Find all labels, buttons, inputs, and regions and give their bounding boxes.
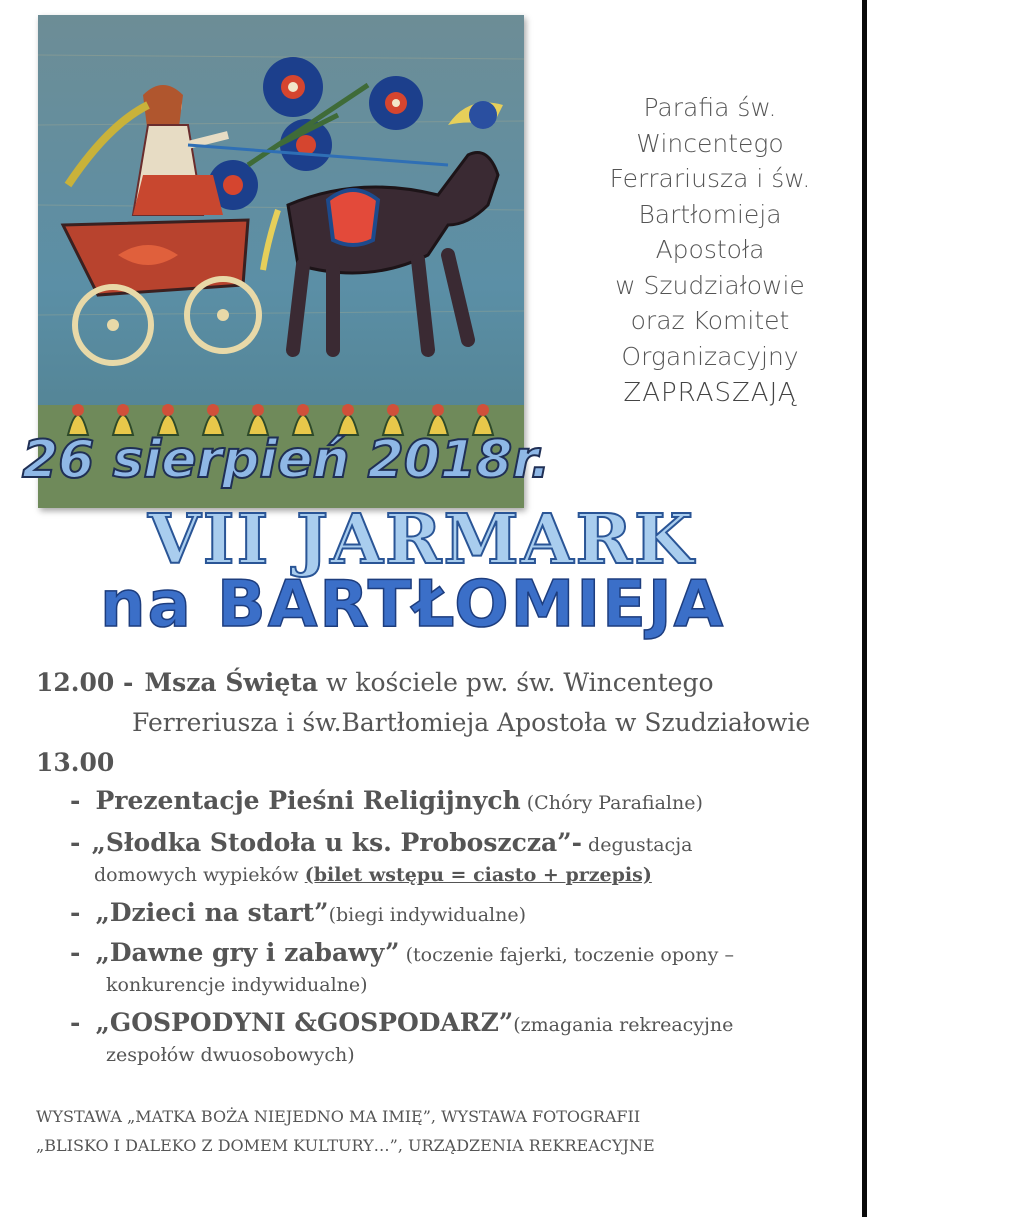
program-item-kids (70, 898, 526, 927)
program-item-desc: (zmagania rekreacyjne (513, 1014, 734, 1036)
invite-text: ZAPRASZAJĄ (623, 378, 797, 408)
program-item-hosts-line2: zespołów dwuosobowych) (106, 1044, 355, 1066)
program-item-songs (70, 786, 703, 815)
event-title-line2: na BARTŁOMIEJA (100, 568, 726, 642)
organizer-line: Wincentego (636, 128, 784, 158)
program-item-title: „Słodka Stodoła u ks. Proboszcza”- (91, 828, 582, 857)
program-item-barn (70, 828, 692, 857)
program-item-title: Msza Święta (144, 668, 319, 697)
program-item-desc: w kościele pw. św. Wincentego (318, 668, 714, 697)
program-item-desc: degustacja (582, 834, 693, 856)
program-item-games-line2: konkurencje indywidualne) (106, 974, 368, 996)
program-item-title: „Dzieci na start” (95, 898, 329, 927)
program-item-mass-line2: Ferreriusza i św.Bartłomieja Apostoła w Szudziałowie (132, 708, 811, 737)
organizer-line: w Szudziałowie (615, 270, 805, 300)
program-item-desc: domowych wypieków (94, 864, 305, 886)
list-dash: - (70, 786, 81, 815)
list-dash: - (70, 898, 81, 927)
program-time: 12.00 - (36, 668, 134, 697)
organizer-line: Ferrariusza i św. (609, 164, 811, 193)
program-item-mass (36, 668, 714, 697)
program-item-desc: (Chóry Parafialne) (520, 792, 703, 814)
footer-line: WYSTAWA „MATKA BOŻA NIEJEDNO MA IMIĘ”, WYSTAWA FOTOGRAFII (36, 1107, 641, 1126)
program-item-title: Prezentacje Pieśni Religijnych (95, 786, 521, 815)
organizer-line: Organizacyjny (621, 341, 799, 371)
list-dash: - (70, 828, 81, 857)
event-date: 26 sierpień 2018r. (22, 430, 551, 490)
list-dash: - (70, 938, 81, 967)
event-title-line1: VII JARMARK (148, 500, 696, 580)
program-item-games (70, 938, 734, 967)
program-item-hosts (70, 1008, 733, 1037)
ticket-note: (bilet wstępu = ciasto + przepis) (304, 864, 652, 886)
organizer-line: Bartłomieja (638, 199, 782, 229)
program-item-title: „Dawne gry i zabawy” (95, 938, 400, 967)
organizer-line: Parafia św. (643, 93, 777, 122)
program-item-desc: (biegi indywidualne) (328, 904, 526, 926)
program-item-desc: (toczenie fajerki, toczenie opony – (399, 944, 734, 966)
footer-note (36, 1102, 655, 1160)
program-time-2: 13.00 (36, 748, 115, 777)
program-item-barn-line2 (94, 864, 652, 886)
program-item-title: „GOSPODYNI &GOSPODARZ” (95, 1008, 514, 1037)
organizer-line: oraz Komitet (630, 306, 790, 335)
organizer-line: Apostoła (655, 235, 765, 264)
organizer-block (590, 90, 830, 412)
footer-line: „BLISKO I DALEKO Z DOMEM KULTURY…”, URZĄDZENIA REKREACYJNE (36, 1136, 655, 1155)
list-dash: - (70, 1008, 81, 1037)
